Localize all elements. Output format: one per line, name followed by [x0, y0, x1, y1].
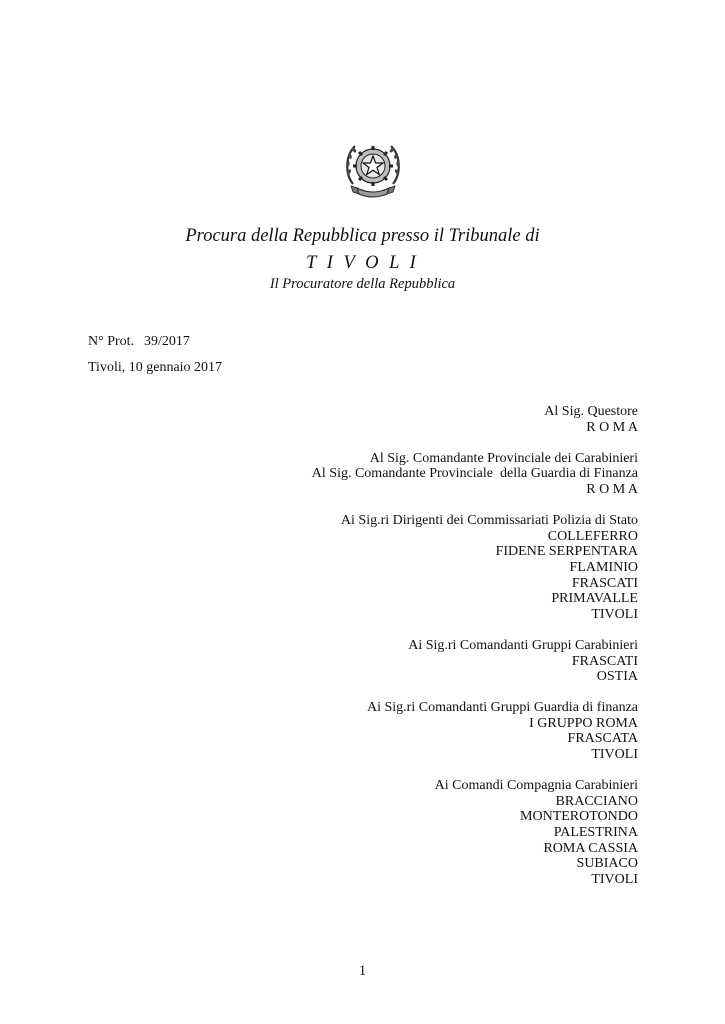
protocol-number: 39/2017: [144, 334, 190, 349]
addressee-group-gruppi-carabinieri: [38, 638, 638, 685]
addressee-group-compagnie-carabinieri: [38, 778, 638, 887]
addressee-line: R O M A: [586, 419, 638, 435]
addressee-group-guardia-di-finanza: [38, 700, 638, 762]
addressee-line: I GRUPPO ROMA: [529, 715, 638, 731]
addressee-group-comandanti-provinciali: [38, 451, 638, 498]
addressee-group-commissariati: [38, 513, 638, 622]
addressee-line: Ai Sig.ri Comandanti Gruppi Guardia di finanza: [367, 700, 638, 716]
addressee-line: Ai Sig.ri Comandanti Gruppi Carabinieri: [408, 637, 638, 653]
place-date: Tivoli, 10 gennaio 2017: [88, 360, 223, 375]
addressee-line: COLLEFERRO: [547, 528, 638, 544]
addressee-line: BRACCIANO: [555, 793, 638, 809]
addressee-line: R O M A: [586, 481, 638, 497]
addressee-line: MONTEROTONDO: [520, 809, 638, 825]
addressee-line: PRIMAVALLE: [551, 591, 638, 607]
addressee-line: Al Sig. Comandante Provinciale dei Carabinieri: [369, 450, 638, 466]
role-heading: Il Procuratore della Repubblica: [269, 276, 456, 292]
addressee-list: [38, 404, 638, 903]
addressee-line: FRASCATI: [571, 653, 638, 669]
addressee-line: FIDENE SERPENTARA: [495, 544, 638, 560]
addressee-line: SUBIACO: [576, 856, 638, 872]
city-heading: T I V O L I: [306, 253, 419, 273]
addressee-group-questore: [38, 404, 638, 435]
addressee-line: FRASCATI: [571, 575, 638, 591]
addressee-line: TIVOLI: [591, 606, 638, 622]
addressee-line: OSTIA: [596, 669, 638, 685]
addressee-line: Ai Sig.ri Dirigenti dei Commissariati Polizia di Stato: [340, 513, 638, 529]
addressee-line: PALESTRINA: [553, 825, 638, 841]
protocol-label: N° Prot.: [88, 334, 135, 349]
addressee-line: Al Sig. Comandante Provinciale della Guardia di Finanza: [311, 466, 638, 482]
office-heading: Procura della Repubblica presso il Tribunale di: [185, 226, 540, 246]
addressee-line: Al Sig. Questore: [544, 404, 638, 419]
addressee-line: FRASCATA: [567, 731, 638, 747]
addressee-line: FLAMINIO: [569, 559, 638, 575]
protocol-line: [88, 334, 190, 350]
addressee-line: TIVOLI: [591, 871, 638, 887]
addressee-line: ROMA CASSIA: [543, 840, 638, 856]
addressee-line: TIVOLI: [591, 747, 638, 763]
addressee-line: Ai Comandi Compagnia Carabinieri: [434, 778, 638, 794]
italian-republic-emblem-icon: [343, 136, 403, 204]
page-number: 1: [358, 963, 367, 979]
